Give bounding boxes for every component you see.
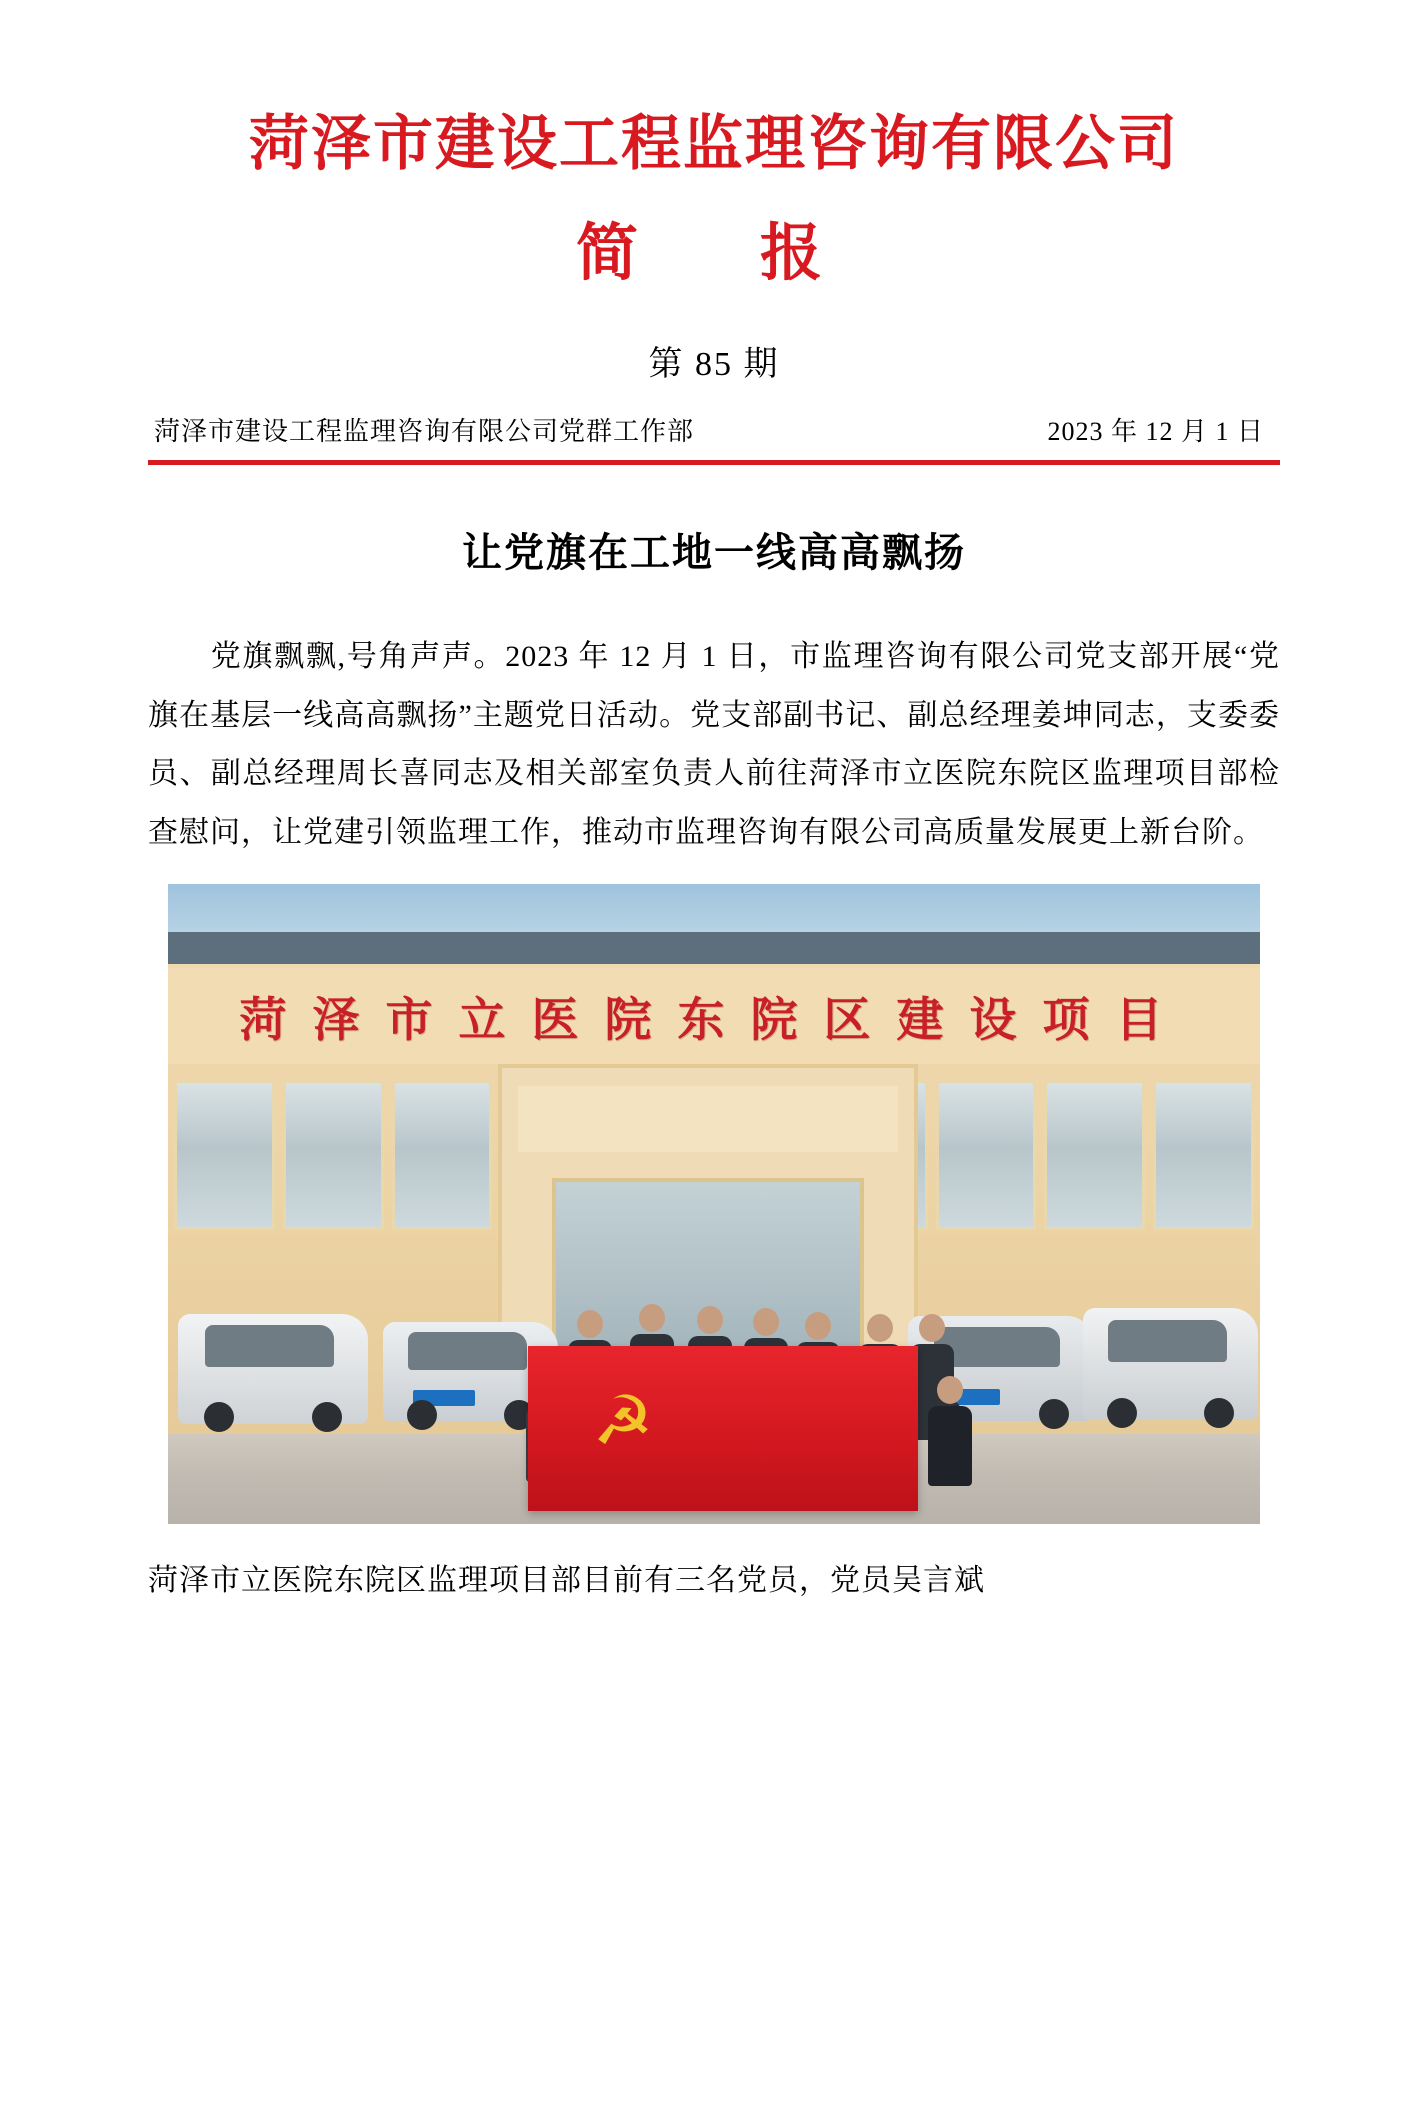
photo-person-body [928,1406,972,1486]
photo-person-head [577,1310,603,1338]
photo-roof-band [168,932,1260,968]
photo-entrance-lintel [518,1086,898,1152]
issuing-department: 菏泽市建设工程监理咨询有限公司党群工作部 [154,417,695,447]
article-title: 让党旗在工地一线高高飘扬 [462,529,966,577]
issue-number: 第 85 期 [648,346,780,384]
photo-window-pane [174,1080,275,1230]
hammer-and-sickle-icon: ☭ [592,1383,654,1460]
photo-person-head [867,1314,893,1342]
photo-window-pane [936,1080,1037,1230]
masthead-bulletin-label: 简 报 [575,216,852,289]
article-body [148,628,1280,862]
photo-sign-text: 菏泽市立医院东院区建设项目 [239,992,1189,1048]
red-divider-rule [148,460,1280,465]
photo-person-head [639,1304,665,1332]
photo-person-head [697,1306,723,1334]
photo-window-pane [283,1080,384,1230]
photo-party-flag [528,1346,918,1511]
photo-person-kneeling [928,1376,972,1486]
document-page [0,108,1428,2128]
masthead-meta-row [148,411,1280,448]
photo-person-head [919,1314,945,1342]
photo-building-sign [168,968,1260,1064]
photo-person-head [805,1312,831,1340]
issue-date: 2023 年 12 月 1 日 [1047,417,1264,447]
photo-caption: 菏泽市立医院东院区监理项目部目前有三名党员，党员吴言斌 [148,1564,985,1598]
photo-person-head [753,1308,779,1336]
photo-window-pane [1153,1080,1254,1230]
article-paragraph-text: 党旗飘飘,号角声声。2023 年 12 月 1 日，市监理咨询有限公司党支部开展“党旗在基层一线高高飘扬”主题党日活动。党支部副书记、副总经理姜坤同志，支委委员、副总经理周长喜同志及相关部室负责人前往菏泽市立医院东院区监理项目部检查慰问，让党建引领监理工作，推动市监理咨询有限公司高质量发展更上新台阶。 [148,640,1280,849]
masthead-company-name: 菏泽市建设工程监理咨询有限公司 [249,109,1179,179]
photo-window-pane [392,1080,493,1230]
photo-window-pane [1044,1080,1145,1230]
photo-person-head [937,1376,963,1404]
article-photo [168,884,1260,1524]
